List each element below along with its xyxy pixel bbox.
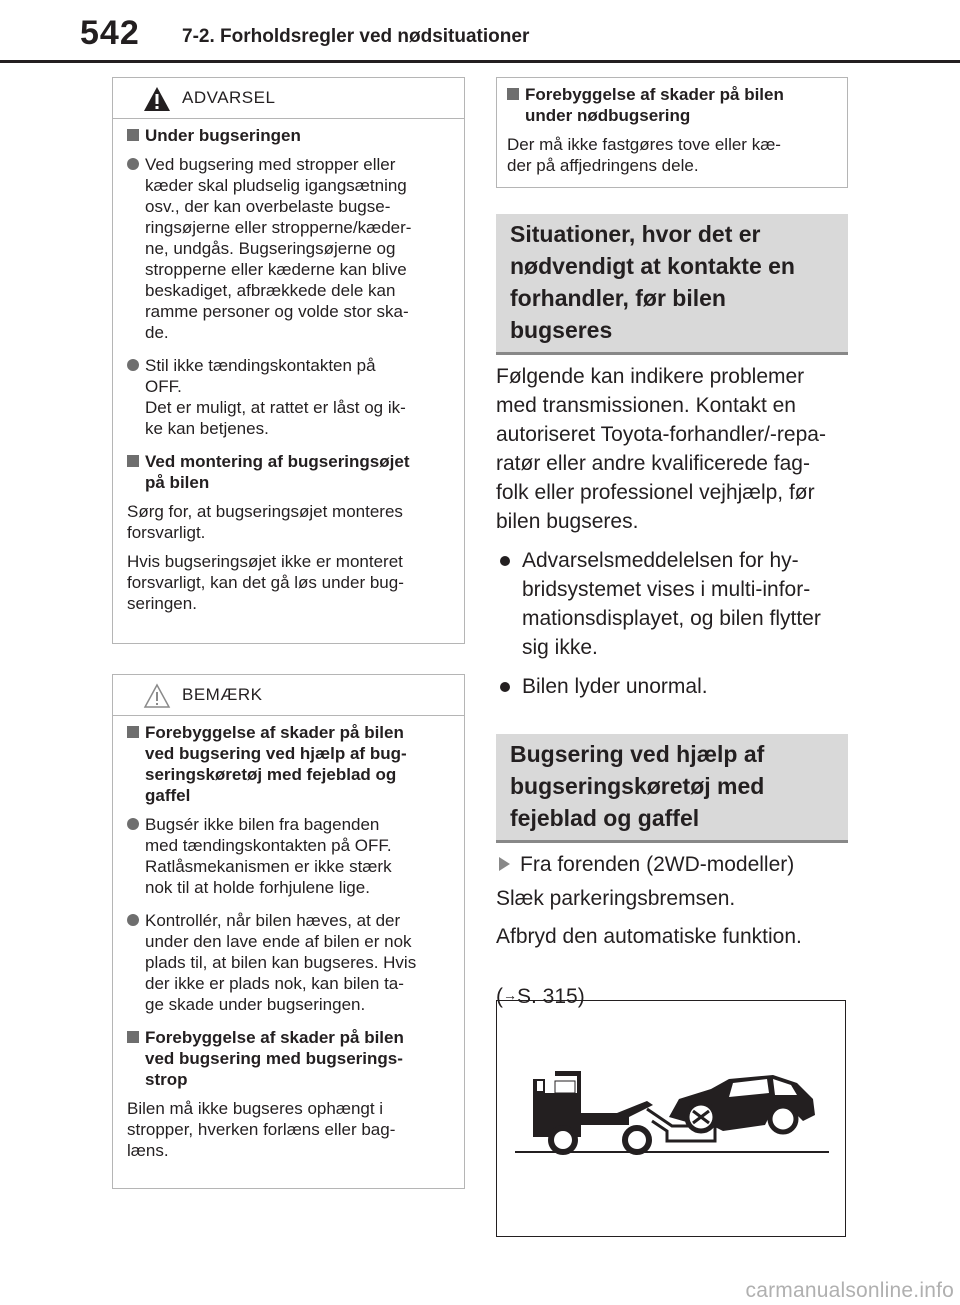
note-heading-2: Forebyggelse af skader på bilen ved bugsering med bugserings- strop — [127, 1027, 450, 1090]
section-heading-dealer: Situationer, hvor det er nødvendigt at kontakte en forhandler, før bilen bugseres — [496, 214, 848, 355]
square-bullet-icon — [127, 129, 139, 141]
section-title: 7-2. Forholdsregler ved nødsituationer — [182, 26, 530, 47]
circle-bullet-icon — [127, 158, 139, 170]
tow-truck-car-diagram — [497, 1001, 845, 1236]
warning-box-header — [113, 78, 464, 119]
warning-item-1: Ved bugsering med stropper eller kæder skal pludselig igangsætning osv., der kan overbelaste bugse- ringsøjerne eller stropperne/kæder- ne, undgås. Bugseringsøjerne og stropperne eller kæderne kan blive beskadiget, afbrækkede dele kan ramme personer og volde stor ska- de. — [127, 154, 450, 343]
square-bullet-icon — [507, 88, 519, 100]
note-item-1: Bugsér ikke bilen fra bagenden med tændingskontakten på OFF. Ratlåsmekanismen er ikke stærk nok til at holde forhjulene lige. — [127, 814, 450, 898]
bullet-item-1: Advarselsmeddelelsen for hy- bridsystemet vises i multi-infor- mationsdisplayet, og bilen flytter sig ikke. — [496, 546, 856, 662]
bullet-item-2: Bilen lyder unormal. — [496, 672, 856, 701]
note-item-2: Kontrollér, når bilen hæves, at der under den lave ende af bilen er nok plads til, at bilen kan bugseres. Hvis der ikke er plads nok, kan bilen ta- ge skade under bugseringen. — [127, 910, 450, 1015]
watermark: carmanualsonline.info — [745, 1279, 954, 1302]
note-continued-paragraph: Der må ikke fastgøres tove eller kæ- der på affjedringens dele. — [507, 135, 781, 175]
left-column — [112, 77, 465, 1189]
warning-paragraph-2: Hvis bugseringsøjet ikke er monteret forsvarligt, kan det gå løs under bug- seringen. — [127, 552, 404, 613]
step-arrow-icon — [499, 857, 510, 871]
warning-heading-1: Under bugseringen — [127, 125, 450, 146]
note-continued-box — [496, 77, 848, 188]
reference-arrow-icon: → — [503, 987, 517, 1003]
note-box — [112, 674, 465, 1189]
warning-box — [112, 77, 465, 644]
note-paragraph-1: Bilen må ikke bugseres ophængt i stropper, hverken forlæns eller bag- læns. — [127, 1099, 396, 1160]
square-bullet-icon — [127, 1031, 139, 1043]
note-heading-1: Forebyggelse af skader på bilen ved bugsering ved hjælp af bug- seringskøretøj med fejeblad og gaffel — [127, 722, 450, 806]
towing-illustration — [496, 1000, 846, 1237]
square-bullet-icon — [127, 455, 139, 467]
step-paragraph-1: Slæk parkeringsbremsen. — [496, 887, 736, 910]
section-heading-towing: Bugsering ved hjælp af bugseringskøretøj med fejeblad og gaffel — [496, 734, 848, 843]
warning-paragraph-1: Sørg for, at bugseringsøjet monteres forsvarligt. — [127, 502, 403, 542]
square-bullet-icon — [127, 726, 139, 738]
intro-paragraph: Følgende kan indikere problemer med transmissionen. Kontakt en autoriseret Toyota-forhandler/-repa- ratør eller andre kvalificerede fag- folk eller professionel vejhjælp, før bilen bugseres. — [496, 365, 826, 533]
warning-item-2: Stil ikke tændingskontakten på OFF. Det er muligt, at rattet er låst og ik- ke kan betjenes. — [127, 355, 450, 439]
note-box-title: BEMÆRK — [182, 685, 263, 704]
warning-box-title: ADVARSEL — [182, 88, 276, 107]
bullet-dot-icon — [500, 556, 510, 566]
circle-bullet-icon — [127, 818, 139, 830]
warning-triangle-icon — [143, 86, 171, 112]
caution-outline-icon — [143, 683, 171, 709]
note-continued-heading: Forebyggelse af skader på bilen under nødbugsering — [507, 84, 837, 126]
page-reference: (→S. 315) — [496, 985, 585, 1008]
header-rule — [0, 60, 960, 63]
circle-bullet-icon — [127, 914, 139, 926]
page-number: 542 — [80, 14, 140, 52]
note-box-header — [113, 675, 464, 716]
warning-heading-2: Ved montering af bugseringsøjet på bilen — [127, 451, 450, 493]
circle-bullet-icon — [127, 359, 139, 371]
step-heading: Fra forenden (2WD-modeller) — [496, 850, 794, 879]
bullet-dot-icon — [500, 682, 510, 692]
right-column — [496, 77, 848, 188]
step-paragraph-2: Afbryd den automatiske funktion. — [496, 925, 802, 948]
